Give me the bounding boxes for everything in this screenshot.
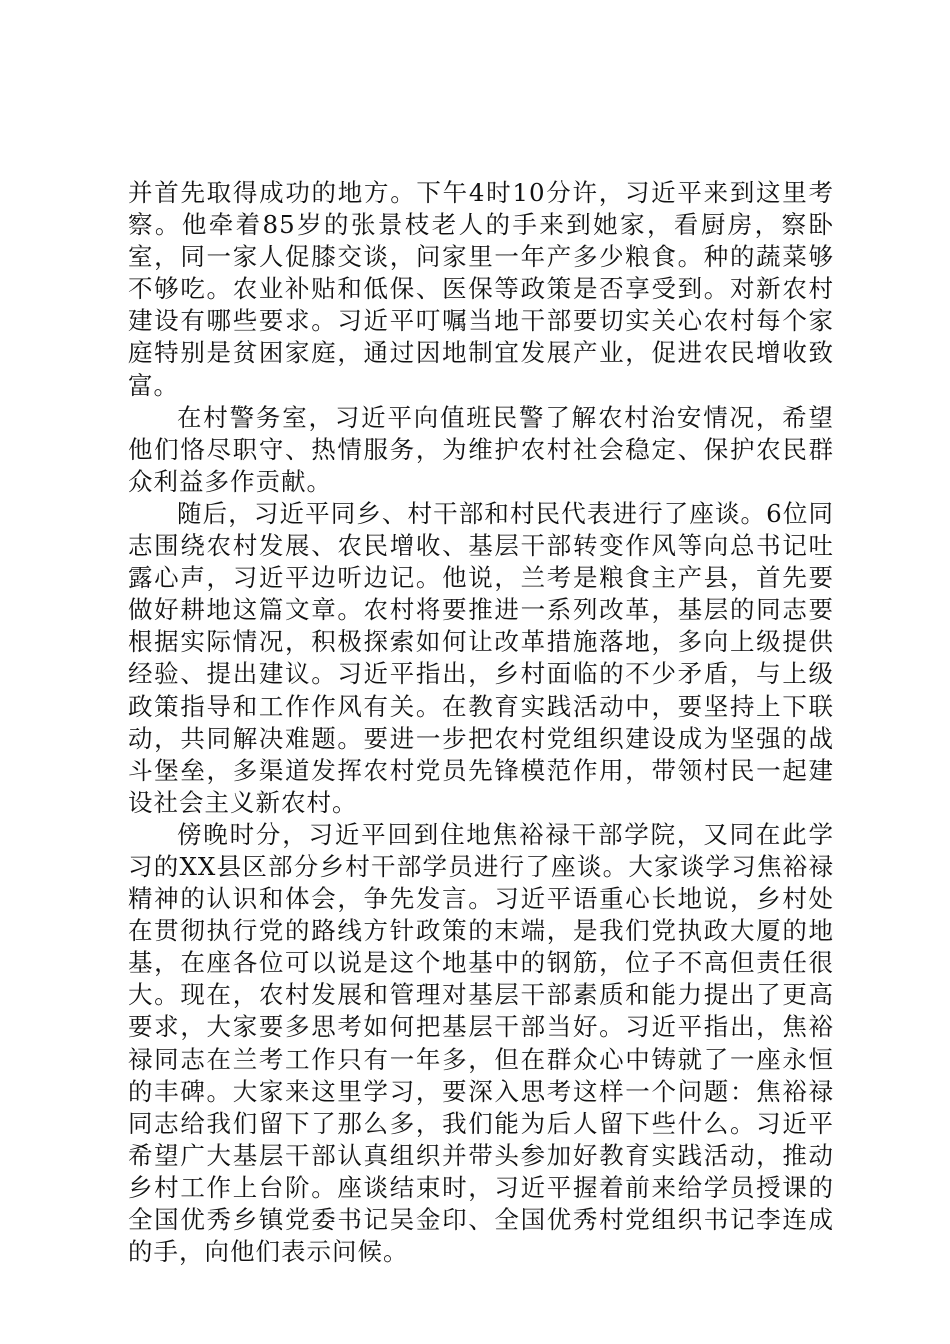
- paragraph-continuation: 并首先取得成功的地方。下午4时10分许，习近平来到这里考察。他牵着85岁的张景枝老人的手来到她家，看厨房，察卧室，同一家人促膝交谈，问家里一年产多少粮食。种的蔬菜够不够吃。农业补贴和低保、医保等政策是否享受到。对新农村建设有哪些要求。习近平叮嘱当地干部要切实关心农村每个家庭特别是贫困家庭，通过因地制宜发展产业，促进农民增收致富。: [128, 178, 834, 400]
- paragraph-police-office: 在村警务室，习近平向值班民警了解农村治安情况，希望他们恪尽职守、热情服务，为维护农村社会稳定、保护农民群众利益多作贡献。: [128, 402, 834, 496]
- article-body: [128, 177, 834, 1268]
- paragraph-evening-symposium: 傍晚时分，习近平回到住地焦裕禄干部学院，又同在此学习的XX县区部分乡村干部学员进行了座谈。大家谈学习焦裕禄精神的认识和体会，争先发言。习近平语重心长地说，乡村处在贯彻执行党的路线方针政策的末端，是我们党执政大厦的地基，在座各位可以说是这个地基中的钢筋，位子不高但责任很大。现在，农村发展和管理对基层干部素质和能力提出了更高要求，大家要多思考如何把基层干部当好。习近平指出，焦裕禄同志在兰考工作只有一年多，但在群众心中铸就了一座永恒的丰碑。大家来这里学习，要深入思考这样一个问题：焦裕禄同志给我们留下了那么多，我们能为后人留下些什么。习近平希望广大基层干部认真组织并带头参加好教育实践活动，推动乡村工作上台阶。座谈结束时，习近平握着前来给学员授课的全国优秀乡镇党委书记吴金印、全国优秀村党组织书记李连成的手，向他们表示问候。: [128, 819, 834, 1267]
- paragraph-village-symposium: 随后，习近平同乡、村干部和村民代表进行了座谈。6位同志围绕农村发展、农民增收、基层干部转变作风等向总书记吐露心声，习近平边听边记。他说，兰考是粮食主产县，首先要做好耕地这篇文章。农村将要推进一系列改革，基层的同志要根据实际情况，积极探索如何让改革措施落地，多向上级提供经验、提出建议。习近平指出，乡村面临的不少矛盾，与上级政策指导和工作作风有关。在教育实践活动中，要坚持上下联动，共同解决难题。要进一步把农村党组织建设成为坚强的战斗堡垒，多渠道发挥农村党员先锋模范作用，带领村民一起建设社会主义新农村。: [128, 498, 834, 817]
